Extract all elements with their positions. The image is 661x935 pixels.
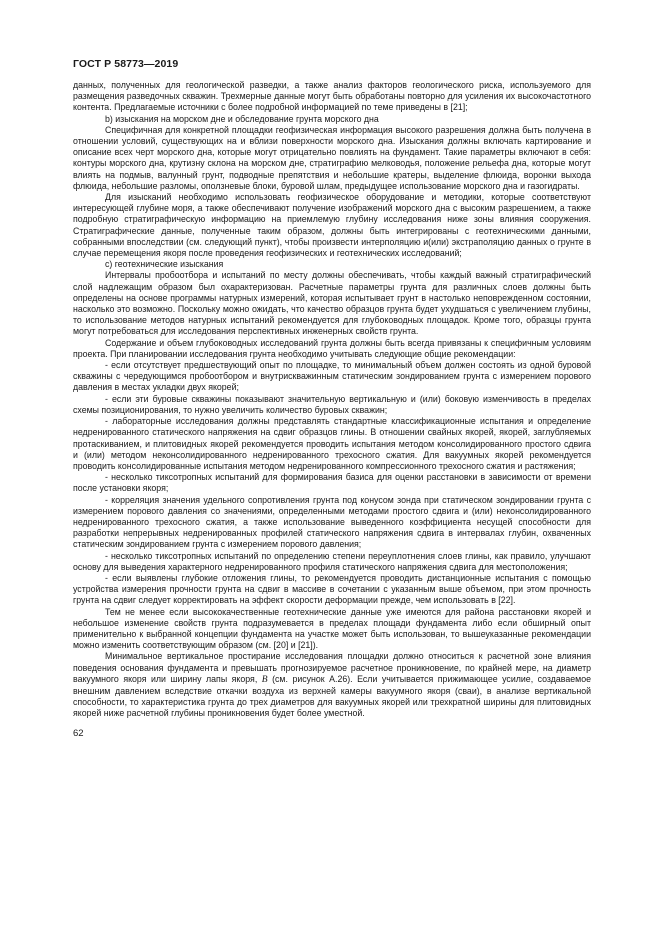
paragraph: Интервалы пробоотбора и испытаний по месту должны обеспечивать, чтобы каждый важный стратиграфический слой надлежащим образом был охарактеризован. Расчетные параметры грунта для различных слоев должны быть определены на основе программы натурных измерений, которая испытывает грунт в настолько неповрежденном состоянии, насколько это возможно. Поскольку можно ожидать, что качество образцов грунта будет ухудшаться с увеличением глубины, то использование методов натурных испытаний рекомендуется для глубоководных площадок. Кроме того, образцы грунта могут потребоваться для исследования перспективных инженерных свойств грунта. [73,270,591,337]
list-item: - лабораторные исследования должны представлять стандартные классификационные испытания и определение недренированного статического напряжения на сдвиг образцов глины. В отношении свайных якорей, якорей, заглубляемых протаскиванием, и плитовидных якорей рекомендуется проводить испытания методом консолидированного простого сдвига и (или) методом неконсолидированного недренированного трехосного сжатия. Для вакуумных якорей рекомендуется проводить консолидированные испытания методом недренированного компрессионного трехосного сжатия и растяжения; [73,416,591,471]
paragraph: Для изысканий необходимо использовать геофизическое оборудование и методики, которые соответствуют интересующей глубине моря, а также обеспечивают получение изображений морского дна с высоким разрешением, а также подробную стратиграфическую информацию на приемлемую глубину исследования ниже зоны влияния сооружения. Стратиграфические данные, полученные таким образом, должны быть интегрированы с геотехническими данными, собранными впоследствии (см. следующий пункт), чтобы произвести интерполяцию и(или) экстраполяцию данных о грунте в случае перемещения якоря после проведения геофизических и геотехнических исследований; [73,192,591,259]
symbol-b: B [261,674,268,685]
paragraph: Тем не менее если высококачественные геотехнические данные уже имеются для района расстановки якорей и небольшое изменение свойств грунта подразумевается в пределах площади фундамента либо если обширный опыт применительно к выбранной концепции фундамента на участке может быть использован, то вышеуказанные рекомендации можно изменить соответствующим образом (см. [20] и [21]). [73,606,591,651]
page-number: 62 [73,727,84,739]
paragraph-text: Минимальное вертикальное простирание исследования площадки должно относиться к расчетной зоне влияния поведения основания фундамента и превышать прогнозируемое расчетное проникновение, по крайней мере, на диаметр вакуумного якоря или ширину лапы якоря, [73,651,591,684]
paragraph-continuation: данных, полученных для геологической разведки, а также анализ факторов геологического риска, используемого для размещения разведочных скважин. Трехмерные данные могут быть обработаны повторно для усиления их высокочастотного контента. Предлагаемые источники с более подробной информацией по теме приведены в [21]; [73,80,591,113]
subsection-heading-b: b) изыскания на морском дне и обследование грунта морского дна [105,113,379,124]
list-item: - несколько тиксотропных испытаний для формирования базиса для оценки расстановки в зависимости от времени после установки якоря; [73,472,591,494]
list-item: - если выявлены глубокие отложения глины, то рекомендуется проводить дистанционные испытания с помощью устройства измерения прочности грунта на сдвиг в массиве в сочетании с указанным выше объемом, при этом прочность грунта на сдвиг следует корректировать на эффект скорости деформации прежде, чем использовать в [22]. [73,572,591,606]
document-body [73,80,591,739]
list-item: - корреляция значения удельного сопротивления грунта под конусом зонда при статическом зондировании грунта с измерением порового давления со значениями, определенными методами простого сдвига и (или) неконсолидированного недренированного трехосного сжатия, а также использование выведенного коэффициента несущей способности для разработки непрерывных недренированных профилей статического напряжения сдвига в интервалах глубин, охваченных статическим зондированием грунта с измерением порового давления; [73,494,591,550]
subsection-heading-c: c) геотехнические изыскания [105,259,224,270]
paragraph-last [73,651,591,719]
list-item: - несколько тиксотропных испытаний по определению степени переуплотнения слоев глины, как правило, улучшают основу для выведения характерного недренированного профиля статического напряжения сдвига для местоположения; [73,550,591,572]
paragraph-text: (см. рисунок А.26). Если учитывается прижимающее усилие, создаваемое внешним давлением вследствие откачки воздуха из верхней камеры вакуумного якоря (сваи), в анализе вертикальной способности, то характеристика грунта до трех диаметров для вакуумных якорей или трехкратной ширины для плитовидных якорей ниже расчетной глубины проникновения будет более уместной. [73,673,591,719]
list-item: - если эти буровые скважины показывают значительную вертикальную и (или) боковую изменчивость в пределах схемы позиционирования, то нужно увеличить количество буровых скважин; [73,393,591,415]
document-header-title: ГОСТ Р 58773—2019 [73,58,179,70]
paragraph: Специфичная для конкретной площадки геофизическая информация высокого разрешения должна быть получена в отношении условий, существующих на и вблизи поверхности морского дна. Изыскания должны включать картирование и описание всех черт морского дна, которые могут отрицательно повлиять на фундамент. Такие параметры включают в себя: контуры морского дна, крутизну склона на морском дне, стратиграфию мелководья, положение рельефа дна, которые могут влиять на подмыв, валунный грунт, подводные препятствия и небольшие кратеры, выделение флюида, воронки выхода флюида, небольшие разломы, оползневые блоки, буровой шлам, предыдущее использование морского дна и газогидраты. [73,124,591,191]
list-item: - если отсутствует предшествующий опыт по площадке, то минимальный объем должен состоять из одной буровой скважины с чередующимся пробоотбором и внутрискважинным статическим зондированием грунта с измерением порового давления в местах укладки двух якорей; [73,360,591,393]
paragraph: Содержание и объем глубоководных исследований грунта должны быть всегда привязаны к специфичным условиям проекта. При планировании исследования грунта необходимо учитывать следующие общие рекомендации: [73,337,591,359]
